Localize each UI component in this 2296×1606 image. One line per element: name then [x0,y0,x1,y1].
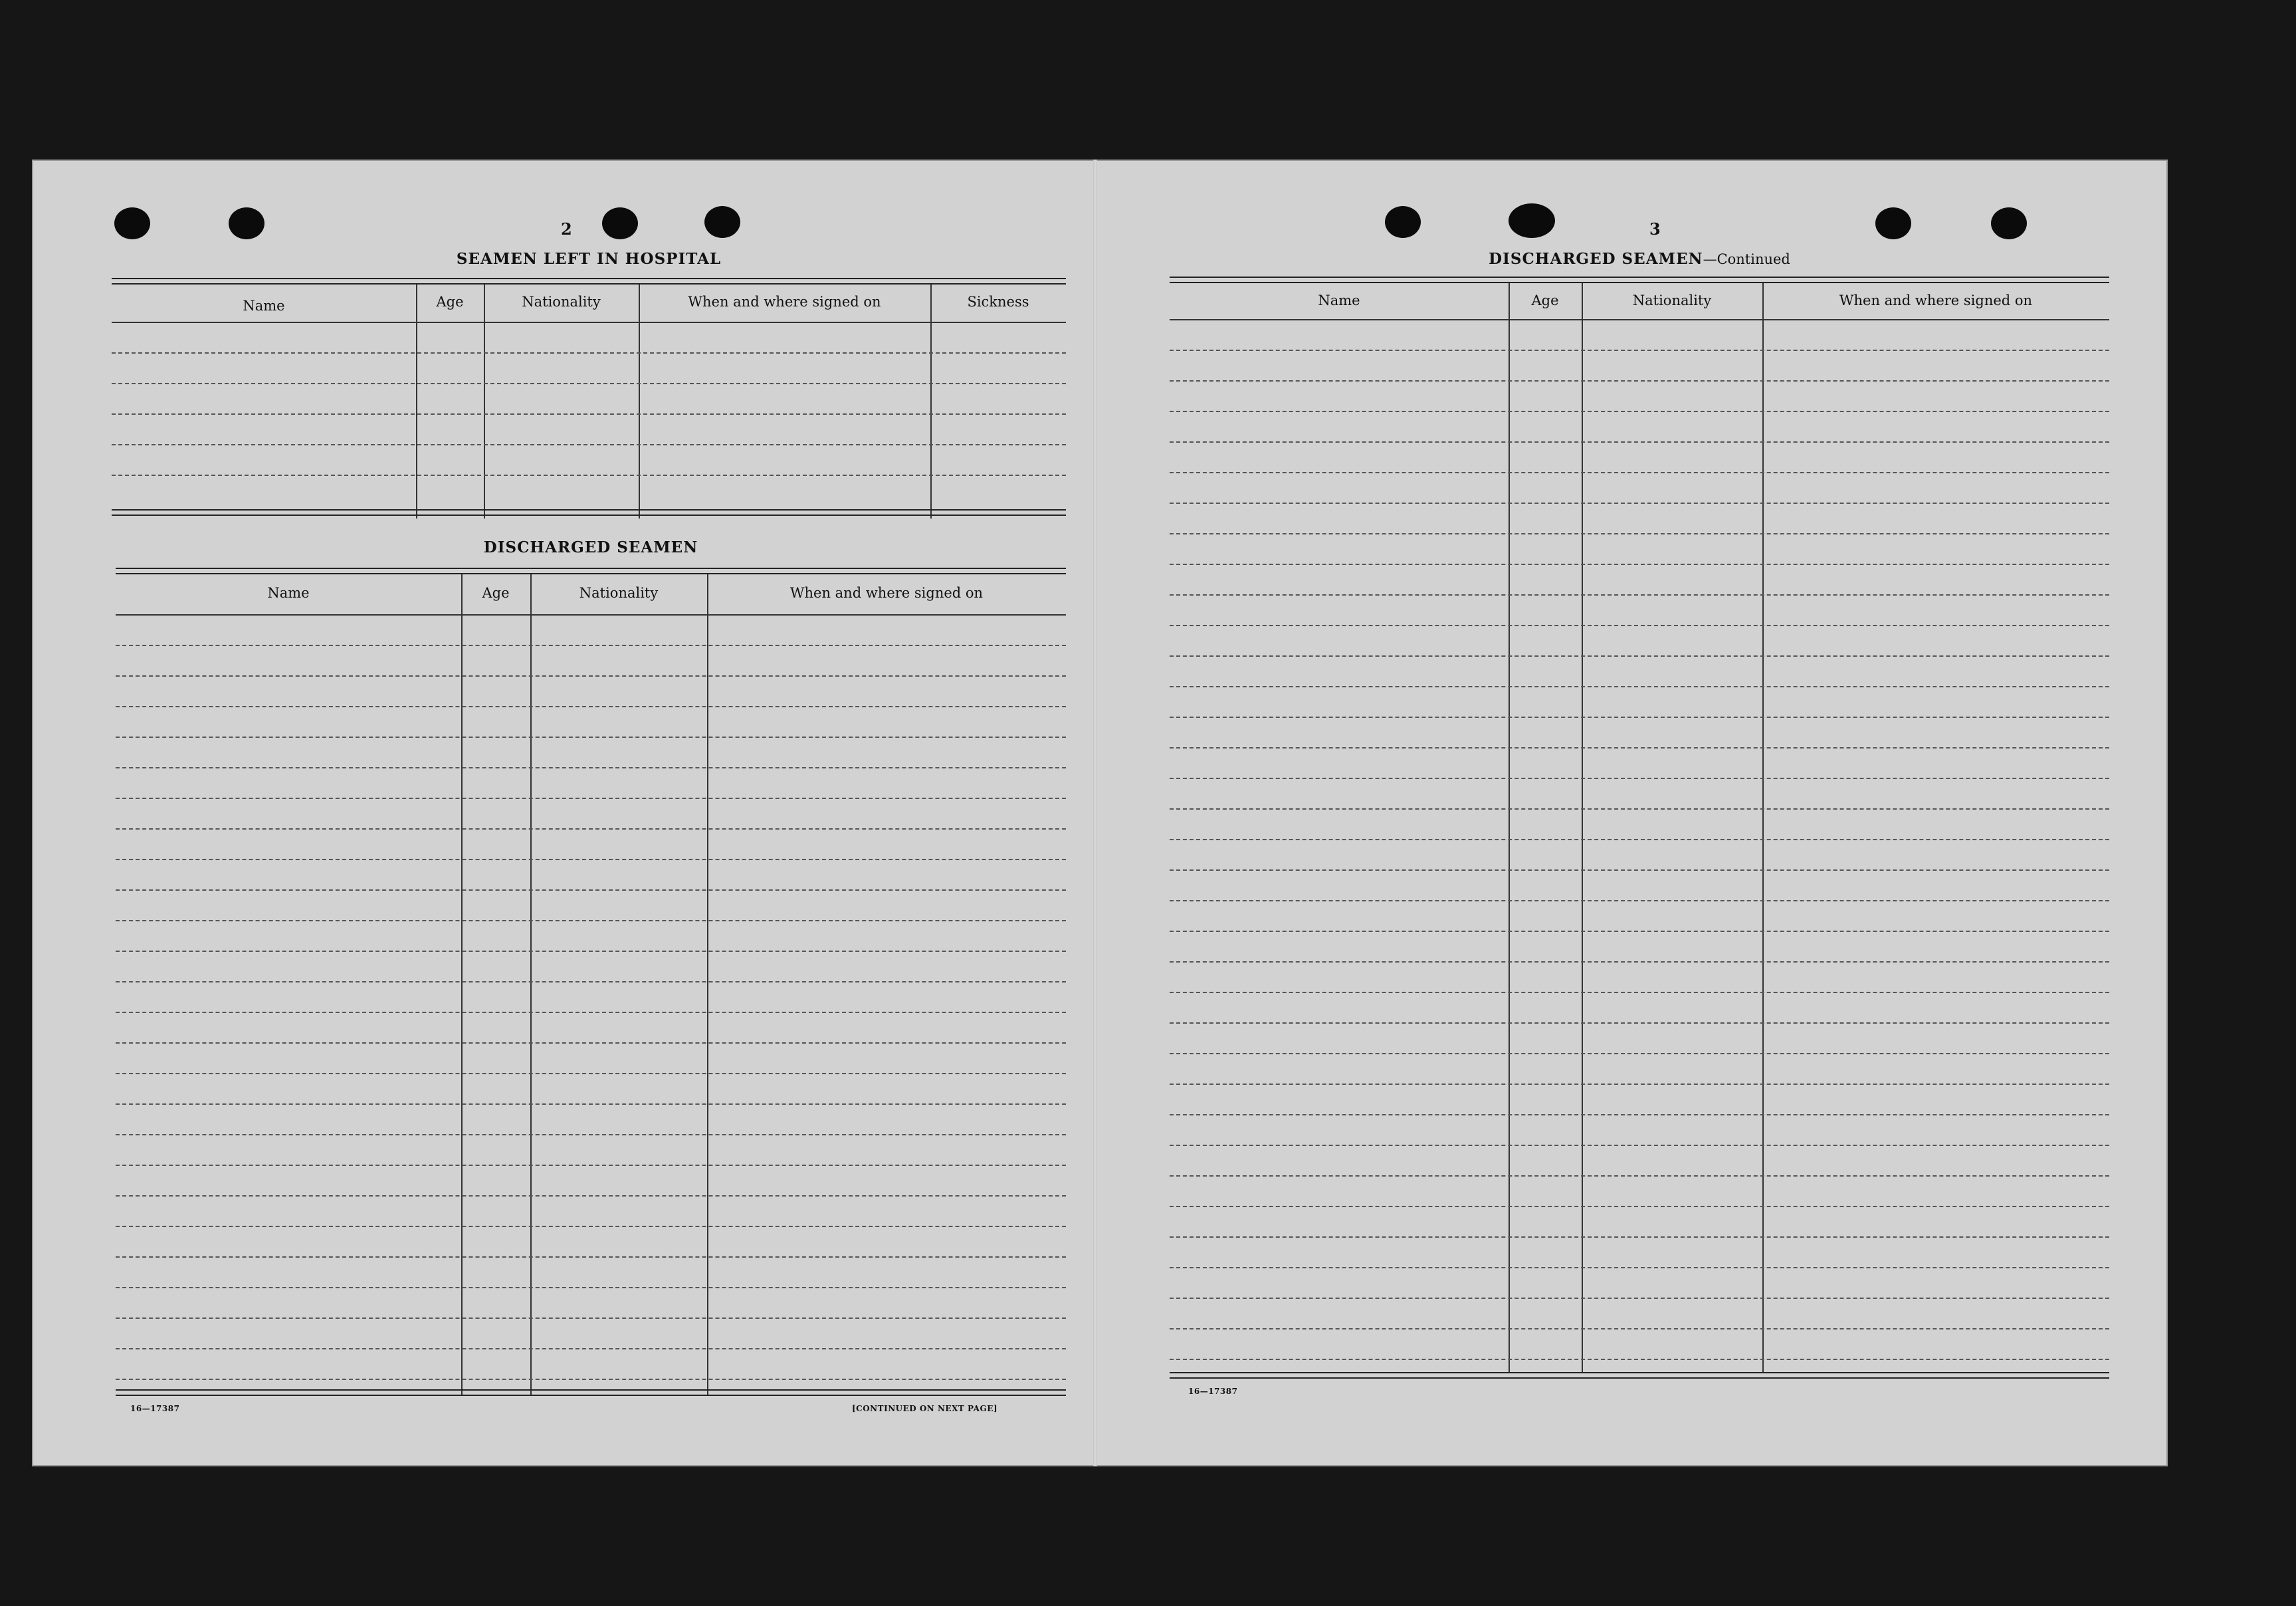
blank-table-row [116,1287,1066,1288]
discharged-continued-title [1489,250,1790,268]
blank-table-row [1170,869,2109,871]
blank-table-row [1170,380,2109,382]
blank-table-row [1170,1084,2109,1085]
left-page-number: 2 [561,219,572,239]
blank-table-row [1170,900,2109,901]
blank-table-row [116,706,1066,707]
blank-table-row [1170,1206,2109,1207]
blank-table-row [1170,1022,2109,1024]
blank-table-row [1170,1359,2109,1360]
right-col-signed-on: When and where signed on [1839,292,2033,308]
blank-table-row [1170,839,2109,840]
blank-table-row [1170,686,2109,687]
blank-table-row [116,1226,1066,1227]
blank-table-row [1170,564,2109,565]
continued-note: [CONTINUED ON NEXT PAGE] [852,1404,998,1413]
hospital-col-signed-on: When and where signed on [688,294,881,310]
blank-table-row [116,645,1066,646]
blank-table-row [1170,411,2109,412]
blank-table-row [1170,808,2109,810]
discharged-col-nationality: Nationality [579,585,659,601]
blank-table-row [116,981,1066,982]
hospital-col-age: Age [436,294,464,310]
blank-table-row [1170,961,2109,963]
blank-table-row [1170,594,2109,596]
blank-table-row [116,1134,1066,1135]
blank-table-row [116,1256,1066,1258]
right-col-name: Name [1318,292,1360,308]
blank-table-row [116,951,1066,952]
blank-table-row [116,1318,1066,1319]
blank-table-row [1170,533,2109,534]
blank-table-row [1170,778,2109,779]
blank-table-row [1170,1053,2109,1054]
blank-table-row [116,1012,1066,1013]
blank-table-row [116,920,1066,921]
discharged-table-right [1170,277,2109,1544]
blank-table-row [1170,1145,2109,1146]
blank-table-row [116,1195,1066,1197]
blank-table-row [116,859,1066,860]
hospital-table [112,278,1066,517]
punch-hole-icon [229,207,264,239]
blank-table-row [116,889,1066,891]
discharged-col-age: Age [482,585,510,601]
blank-table-row [1170,1236,2109,1238]
punch-hole-icon [114,207,150,239]
document-sheet [32,160,2168,1466]
discharged-col-name: Name [267,585,310,601]
right-form-number: 16—17387 [1188,1387,1238,1396]
hospital-col-nationality: Nationality [522,294,601,310]
blank-table-row [1170,1328,2109,1329]
blank-table-row [1170,1175,2109,1177]
blank-table-row [116,1348,1066,1349]
blank-table-row [1170,1267,2109,1268]
blank-table-row [116,767,1066,768]
blank-table-row [116,675,1066,677]
page-fold [1093,160,1097,1466]
right-col-nationality: Nationality [1632,292,1712,308]
punch-hole-icon [1991,207,2027,239]
blank-table-row [1170,1114,2109,1115]
punch-hole-icon [1509,203,1555,238]
blank-table-row [1170,1298,2109,1299]
blank-table-row [116,828,1066,830]
discharged-continued-suffix: —Continued [1703,251,1790,267]
hospital-section-title: SEAMEN LEFT IN HOSPITAL [456,250,722,268]
blank-table-row [1170,931,2109,932]
punch-hole-icon [602,207,638,239]
right-col-age: Age [1531,292,1559,308]
blank-table-row [1170,503,2109,504]
blank-table-row [116,1165,1066,1166]
blank-table-row [1170,625,2109,626]
punch-hole-icon [1385,206,1421,238]
blank-table-row [116,1379,1066,1380]
hospital-col-name: Name [243,298,285,314]
blank-table-row [116,1103,1066,1105]
blank-table-row [116,737,1066,738]
blank-table-row [1170,717,2109,718]
blank-table-row [1170,655,2109,657]
blank-table-row [1170,747,2109,748]
left-form-number: 16—17387 [130,1404,180,1413]
blank-table-row [1170,472,2109,473]
discharged-col-signed-on: When and where signed on [789,585,984,601]
blank-table-row [1170,350,2109,351]
blank-table-row [116,798,1066,799]
punch-hole-icon [1875,207,1911,239]
blank-table-row [1170,441,2109,443]
discharged-continued-title-main: DISCHARGED SEAMEN [1489,250,1703,268]
blank-table-row [116,1042,1066,1044]
blank-table-row [116,1073,1066,1074]
hospital-col-sickness: Sickness [967,294,1029,310]
punch-hole-icon [704,206,740,238]
right-page-number: 3 [1649,219,1661,239]
blank-table-row [1170,992,2109,993]
discharged-table-left [116,568,1066,1392]
discharged-section-title: DISCHARGED SEAMEN [483,538,698,556]
